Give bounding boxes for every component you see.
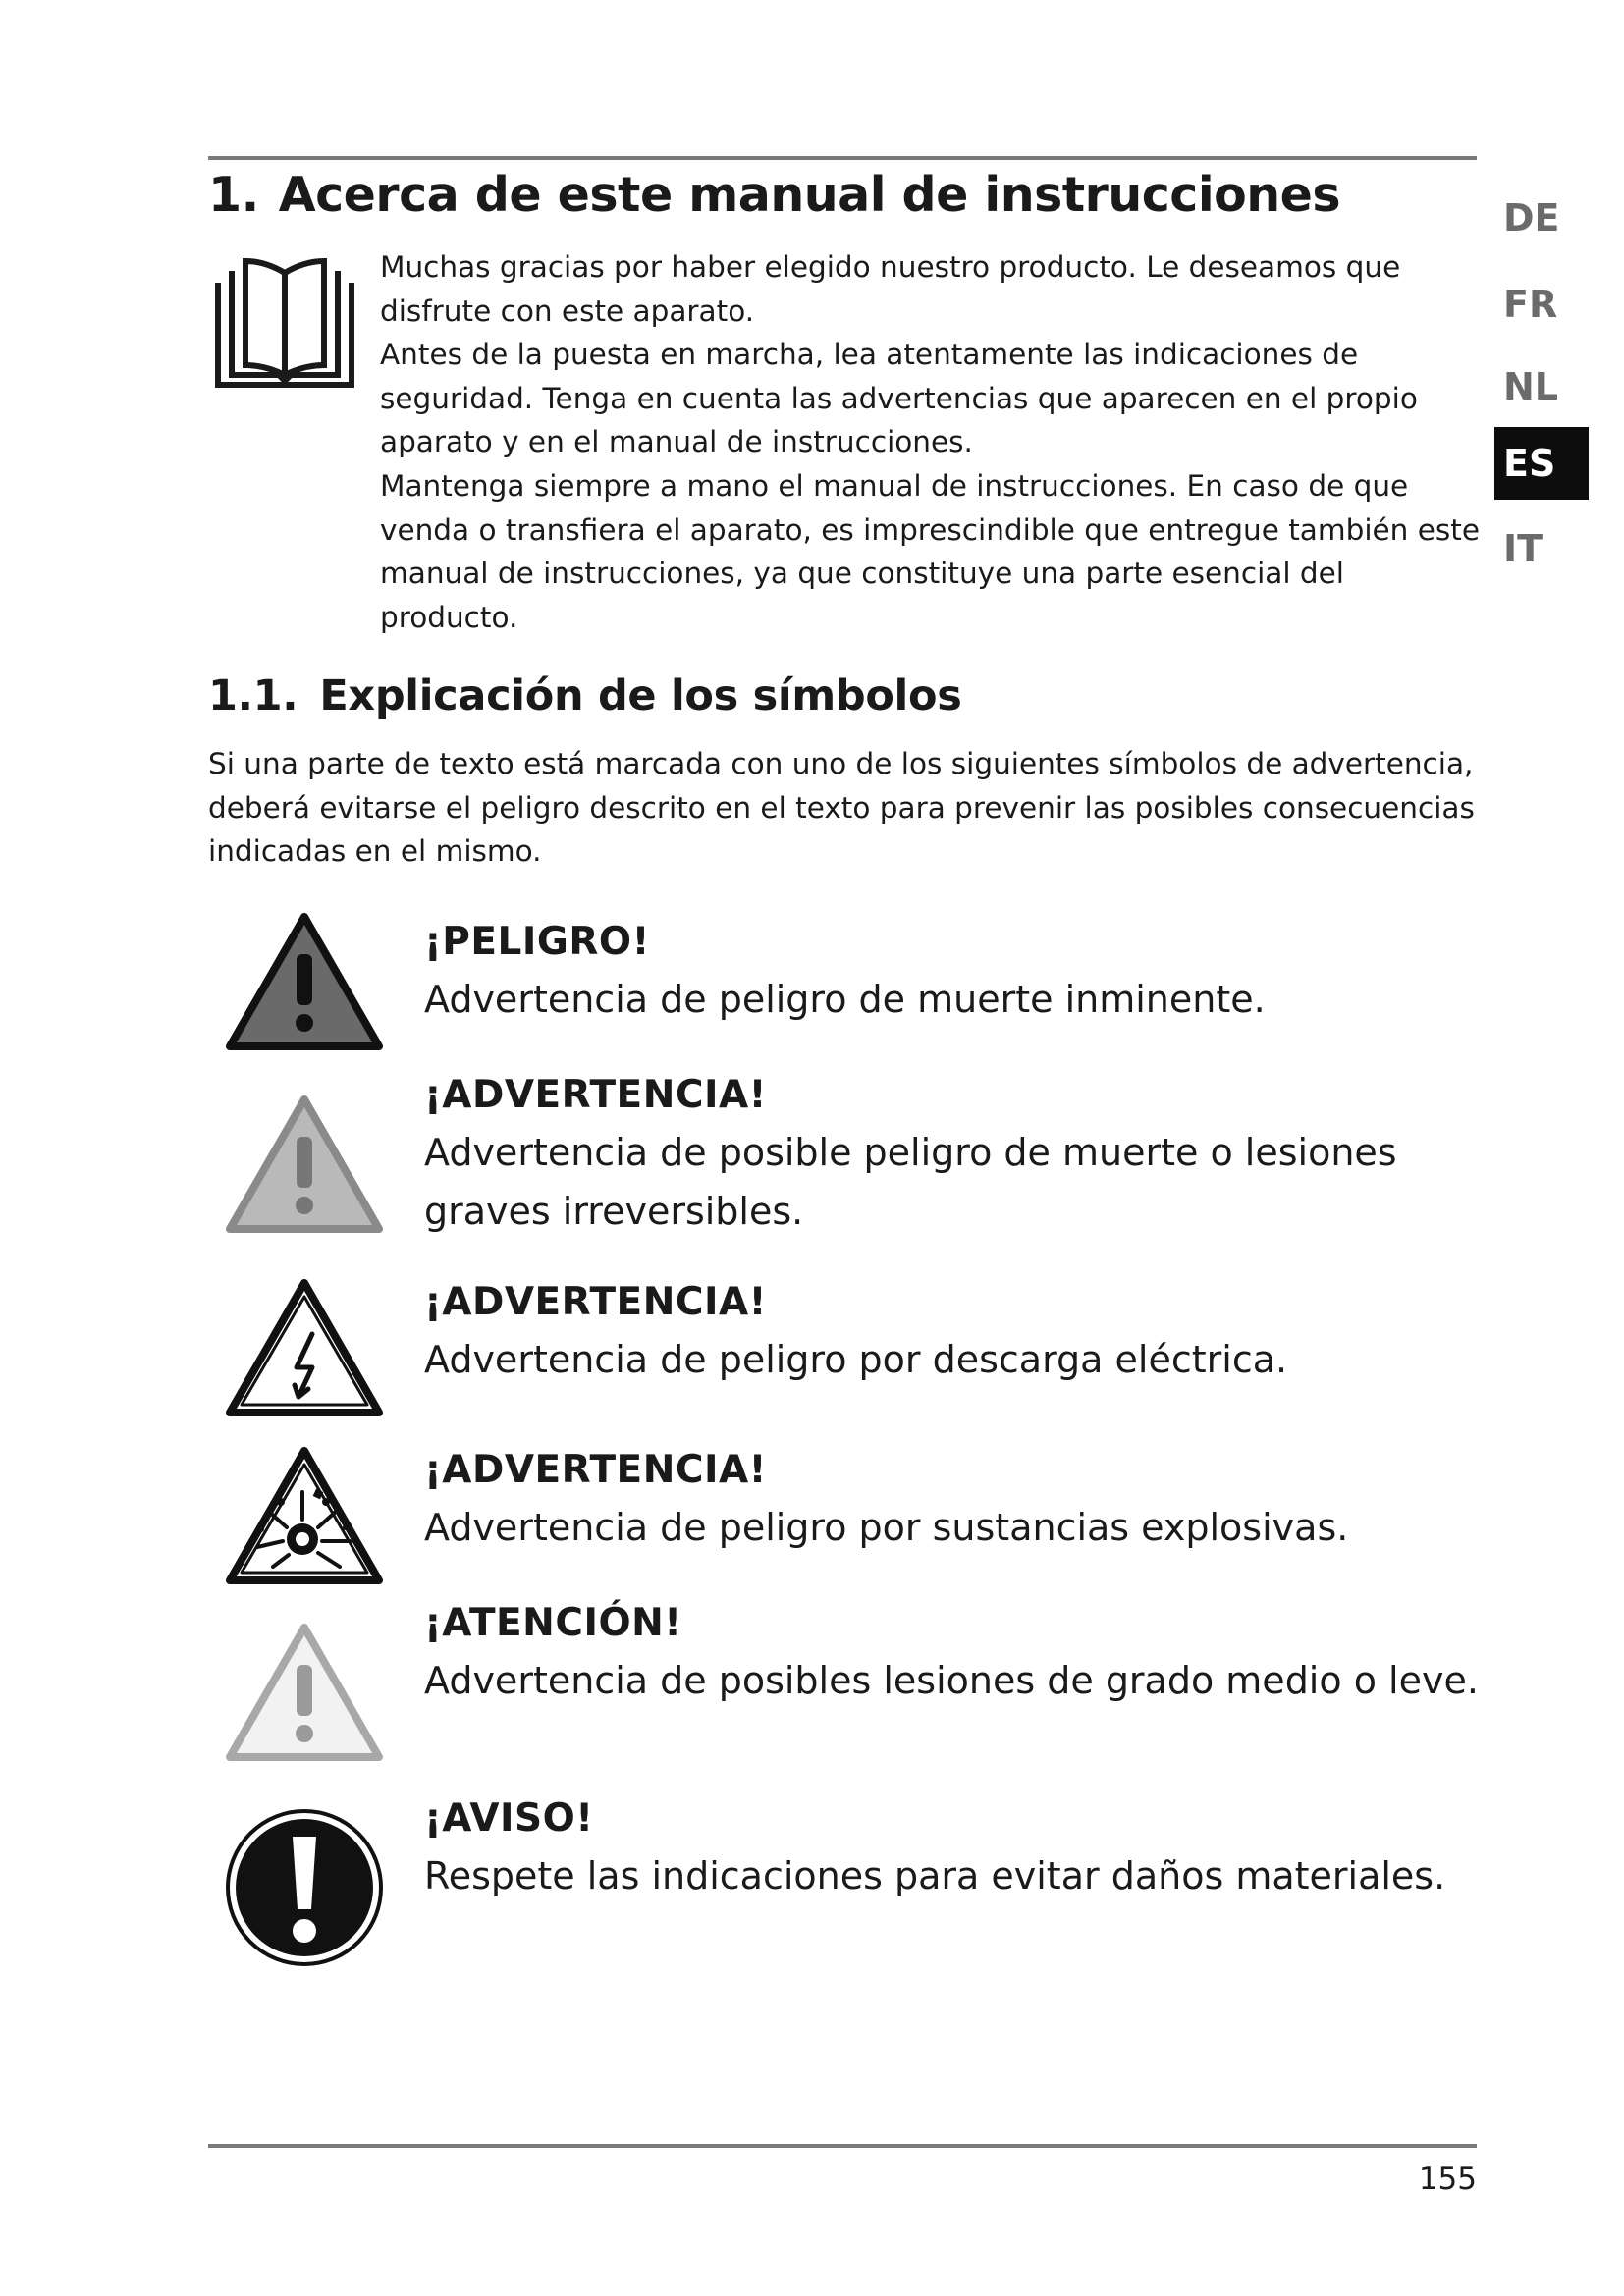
section-title: Acerca de este manual de instrucciones — [278, 167, 1341, 223]
symbols-explanation: Si una parte de texto está marcada con uno de los siguientes símbolos de advertencia, deberá evitarse el peligro descrito en el texto para prevenir las posibles consecuencias indicadas en el mismo. — [208, 747, 1475, 869]
language-tab-es[interactable]: ES — [1494, 427, 1589, 500]
danger-triangle-icon — [224, 911, 385, 1052]
page-number: 155 — [1418, 2162, 1477, 2197]
open-book-icon — [208, 257, 361, 391]
warning-text: Advertencia de peligro de muerte inminente. — [424, 978, 1266, 1021]
warning-title: ¡PELIGRO! — [424, 920, 650, 964]
warning-title: ¡AVISO! — [424, 1796, 594, 1841]
intro-paragraph-2: Antes de la puesta en marcha, lea atentamente las indicaciones de seguridad. Tenga en cuenta las advertencias que aparecen en el propio aparato y en el manual de instrucciones. — [380, 338, 1418, 459]
warning-text: Advertencia de posibles lesiones de grado medio o leve. — [424, 1659, 1479, 1702]
intro-paragraph-1: Muchas gracias por haber elegido nuestro producto. Le deseamos que disfrute con este aparato. — [380, 250, 1401, 328]
section-heading — [208, 167, 1340, 223]
warning-title: ¡ATENCIÓN! — [424, 1601, 682, 1645]
warning-text: Advertencia de peligro por sustancias explosivas. — [424, 1506, 1349, 1549]
warning-text: Respete las indicaciones para evitar daños materiales. — [424, 1854, 1446, 1897]
bottom-rule — [208, 2144, 1477, 2148]
language-tab-fr[interactable]: FR — [1503, 283, 1558, 326]
intro-paragraph-3: Mantenga siempre a mano el manual de instrucciones. En caso de que venda o transfiera el aparato, es imprescindible que entregue también este manual de instrucciones, ya que constituye una parte esencial del producto. — [380, 468, 1480, 634]
warning-title: ¡ADVERTENCIA! — [424, 1280, 767, 1324]
language-tab-nl[interactable]: NL — [1503, 365, 1559, 408]
warning-triangle-icon — [224, 1094, 385, 1235]
top-rule — [208, 156, 1477, 160]
warning-title: ¡ADVERTENCIA! — [424, 1448, 767, 1492]
notice-circle-icon — [224, 1807, 385, 1968]
warning-title: ¡ADVERTENCIA! — [424, 1073, 767, 1117]
warning-text: Advertencia de peligro por descarga eléctrica. — [424, 1338, 1288, 1381]
intro-text — [380, 245, 1480, 639]
warning-text: Advertencia de posible peligro de muerte o lesiones graves irreversibles. — [424, 1131, 1397, 1233]
subsection-number: 1.1. — [208, 671, 298, 721]
caution-triangle-icon — [224, 1622, 385, 1763]
section-number: 1. — [208, 167, 259, 223]
language-tab-it[interactable]: IT — [1503, 527, 1543, 570]
electric-shock-icon — [224, 1277, 385, 1418]
subsection-title: Explicación de los símbolos — [319, 671, 962, 721]
explosive-icon — [224, 1445, 385, 1586]
language-tab-de[interactable]: DE — [1503, 196, 1560, 240]
subsection-heading — [208, 671, 962, 721]
